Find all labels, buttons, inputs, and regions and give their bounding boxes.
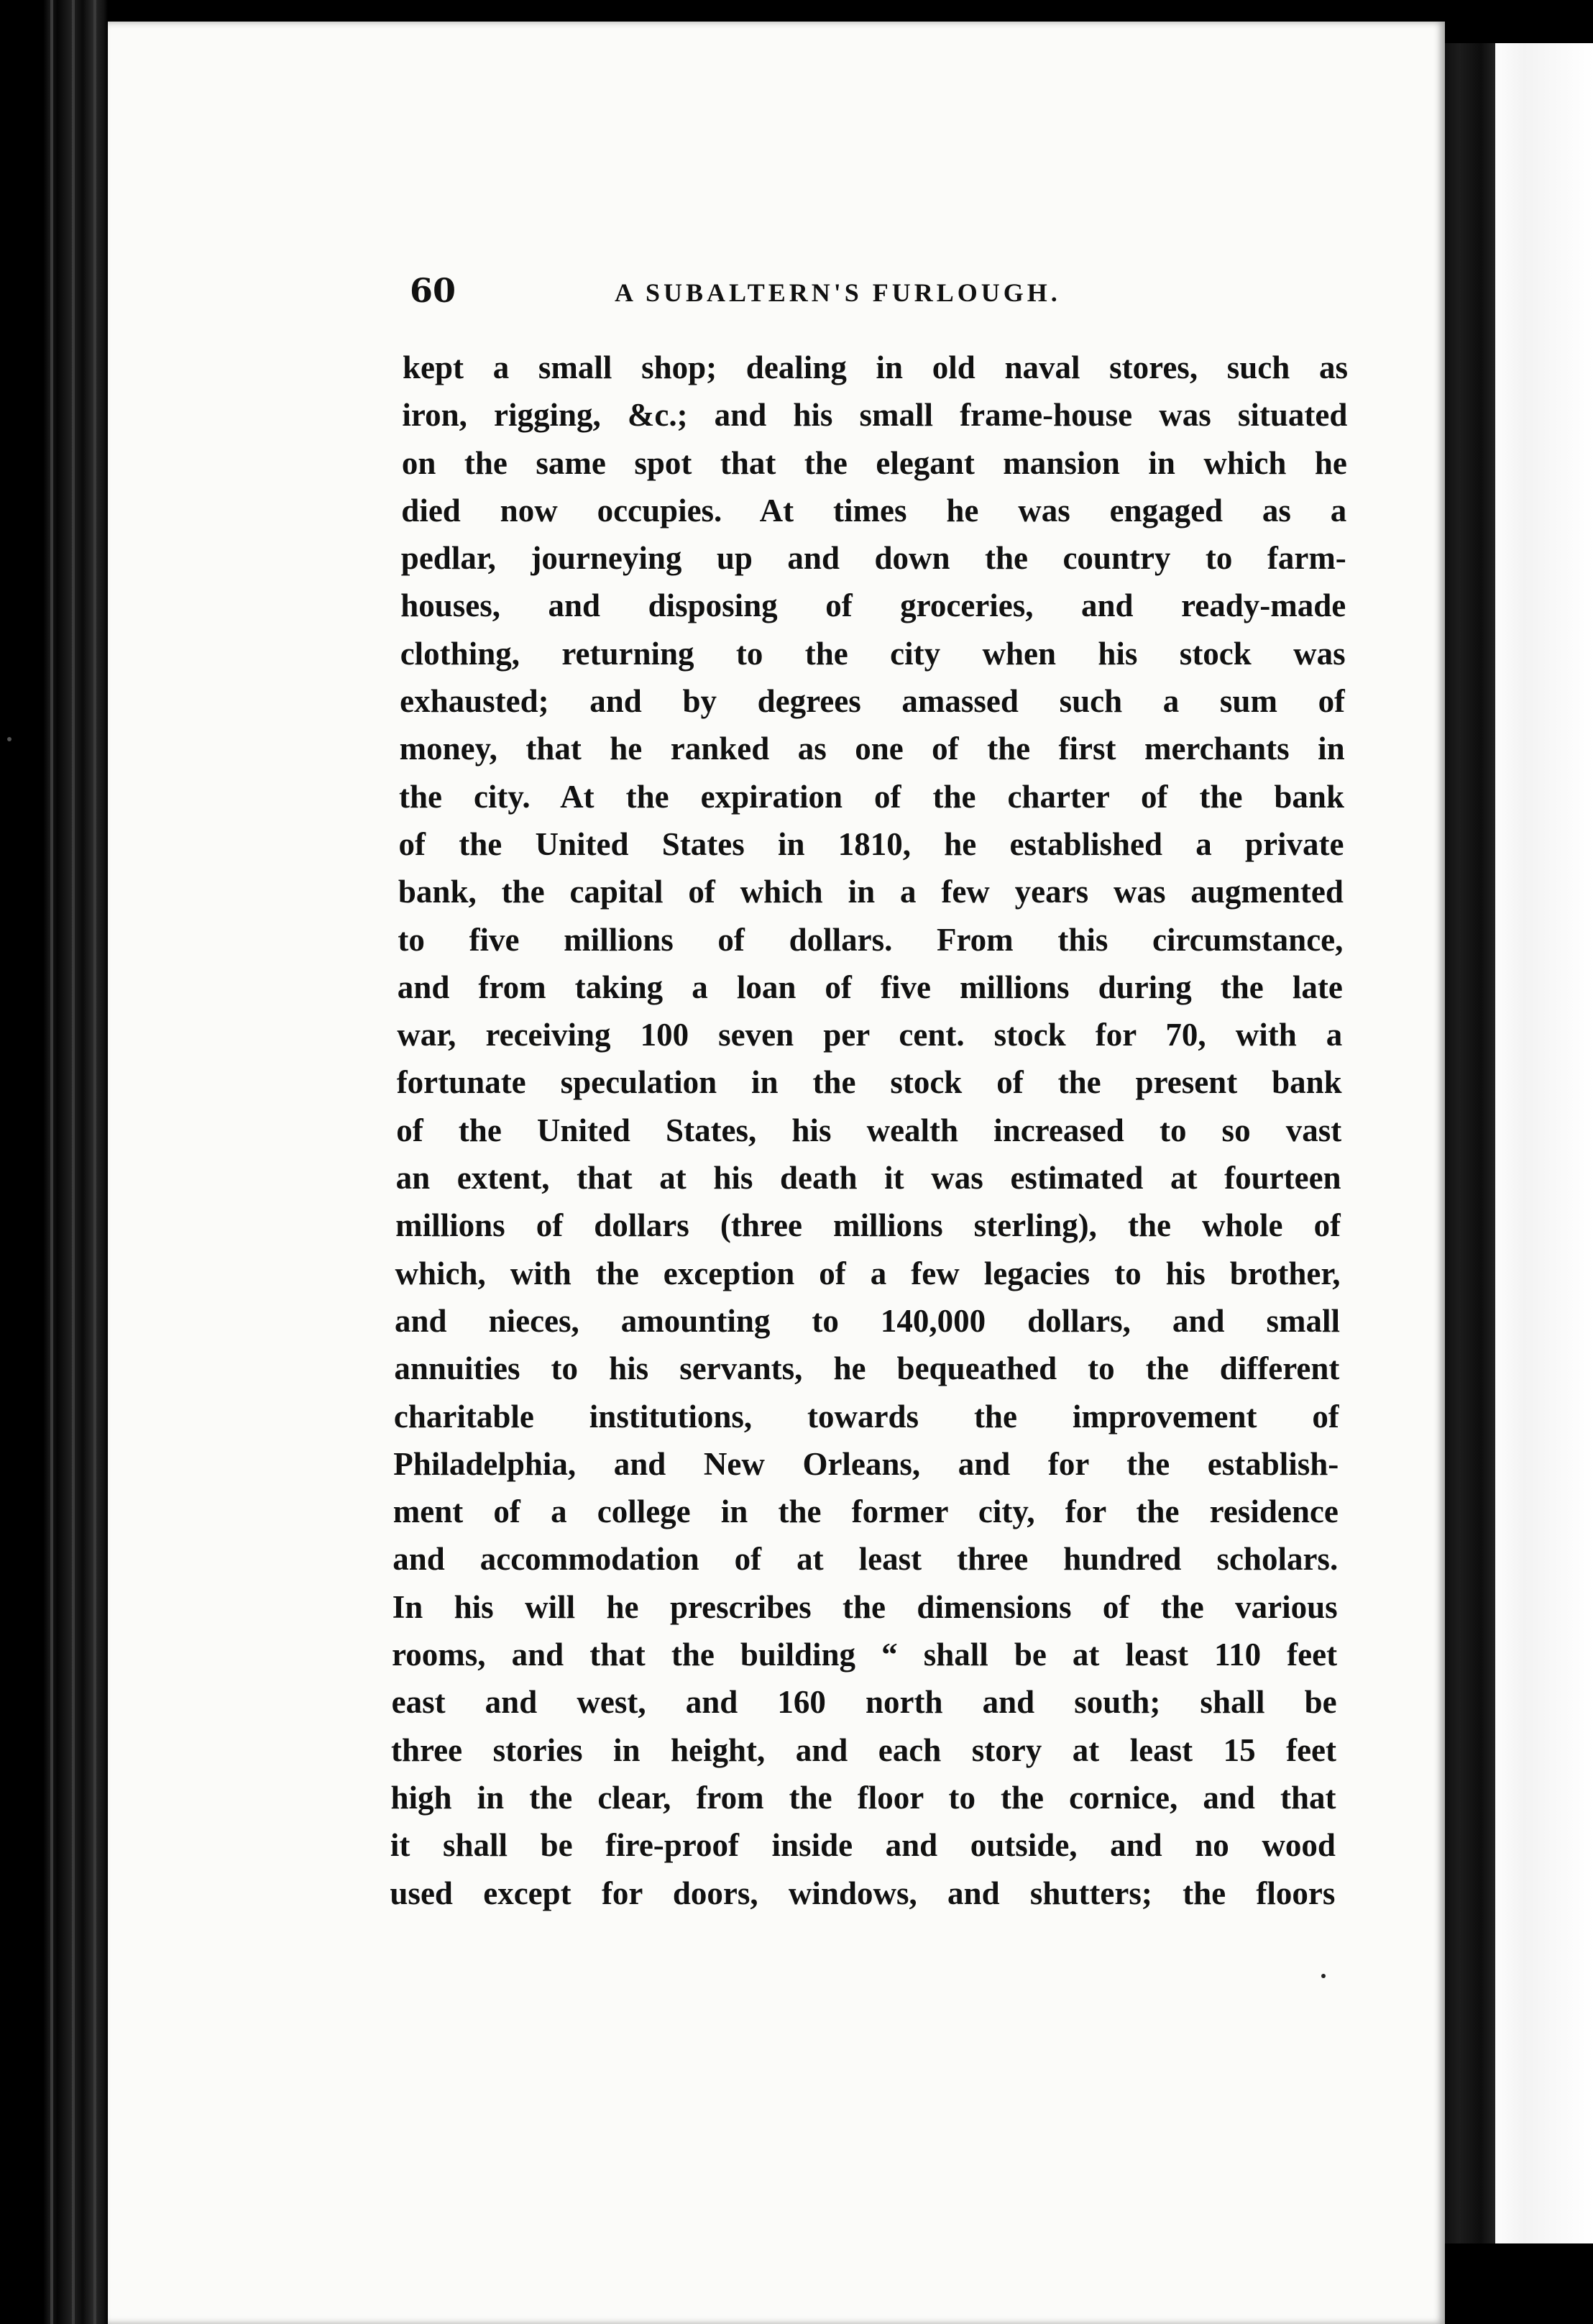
text-line: war, receiving 100 seven per cent. stock for 70, with a bbox=[397, 1017, 1343, 1053]
text-line: charitable institutions, towards the improvement of bbox=[393, 1398, 1339, 1435]
ink-speck bbox=[1321, 1974, 1326, 1978]
text-line: houses, and disposing of groceries, and ready-made bbox=[400, 587, 1346, 624]
text-line: fortunate speculation in the stock of the present bank bbox=[396, 1064, 1342, 1101]
page-number: 60 bbox=[410, 271, 456, 310]
text-line: Philadelphia, and New Orleans, and for the establish- bbox=[393, 1445, 1339, 1482]
text-line: of the United States in 1810, he established a private bbox=[398, 825, 1344, 862]
page-right-edge-shadow bbox=[1445, 43, 1495, 2324]
text-line: clothing, returning to the city when his stock was bbox=[400, 635, 1346, 672]
text-line: which, with the exception of a few legacies to his brother, bbox=[395, 1255, 1341, 1291]
text-line: pedlar, journeying up and down the country to farm- bbox=[400, 540, 1346, 577]
text-line: three stories in height, and each story at least 15 feet bbox=[391, 1731, 1336, 1768]
text-line: used except for doors, windows, and shutters; the floors bbox=[390, 1875, 1336, 1911]
text-line: high in the clear, from the floor to the cornice, and that bbox=[390, 1779, 1336, 1816]
text-line: iron, rigging, &c.; and his small frame-house was situated bbox=[402, 397, 1348, 434]
text-line: an extent, that at his death it was estimated at fourteen bbox=[395, 1160, 1341, 1197]
binding-line bbox=[72, 0, 75, 2324]
ink-speck bbox=[7, 737, 12, 741]
text-line: kept a small shop; dealing in old naval stores, such as bbox=[403, 349, 1348, 385]
text-line: to five millions of dollars. From this circumstance, bbox=[398, 921, 1344, 958]
text-line: the city. At the expiration of the charter of the bank bbox=[399, 778, 1344, 815]
text-line: and nieces, amounting to 140,000 dollars, and small bbox=[395, 1302, 1340, 1339]
text-line: rooms, and that the building “ shall be at least 110 feet bbox=[392, 1637, 1338, 1673]
text-line: and accommodation of at least three hundred scholars. bbox=[392, 1541, 1339, 1578]
text-line: it shall be fire-proof inside and outside, and no wood bbox=[390, 1827, 1336, 1864]
text-line: money, that he ranked as one of the first merchants in bbox=[399, 731, 1345, 767]
binding-line bbox=[93, 0, 96, 2324]
text-line: of the United States, his wealth increased to so vast bbox=[396, 1112, 1342, 1148]
running-head bbox=[410, 270, 1377, 314]
text-line: died now occupies. At times he was engaged as a bbox=[401, 492, 1347, 529]
text-line: bank, the capital of which in a few years was augmented bbox=[398, 874, 1344, 910]
text-line: ment of a college in the former city, for the residence bbox=[392, 1493, 1339, 1530]
running-title: A SUBALTERN'S FURLOUGH. bbox=[615, 278, 1061, 307]
next-page-edge bbox=[1495, 43, 1593, 2324]
text-line: annuities to his servants, he bequeathed to the different bbox=[394, 1350, 1340, 1387]
text-line: east and west, and 160 north and south; shall be bbox=[391, 1684, 1337, 1721]
text-line: and from taking a loan of five millions during the late bbox=[397, 969, 1343, 1005]
body-text bbox=[390, 344, 1348, 1917]
scan-corner-shadow bbox=[1445, 2243, 1593, 2324]
text-line: millions of dollars (three millions sterling), the whole of bbox=[395, 1207, 1341, 1244]
text-line: exhausted; and by degrees amassed such a sum of bbox=[400, 683, 1346, 720]
text-line: In his will he prescribes the dimensions of the various bbox=[392, 1588, 1338, 1625]
binding-line bbox=[50, 0, 53, 2324]
text-line: on the same spot that the elegant mansion in which he bbox=[401, 444, 1347, 481]
book-binding-gutter bbox=[0, 0, 108, 2324]
